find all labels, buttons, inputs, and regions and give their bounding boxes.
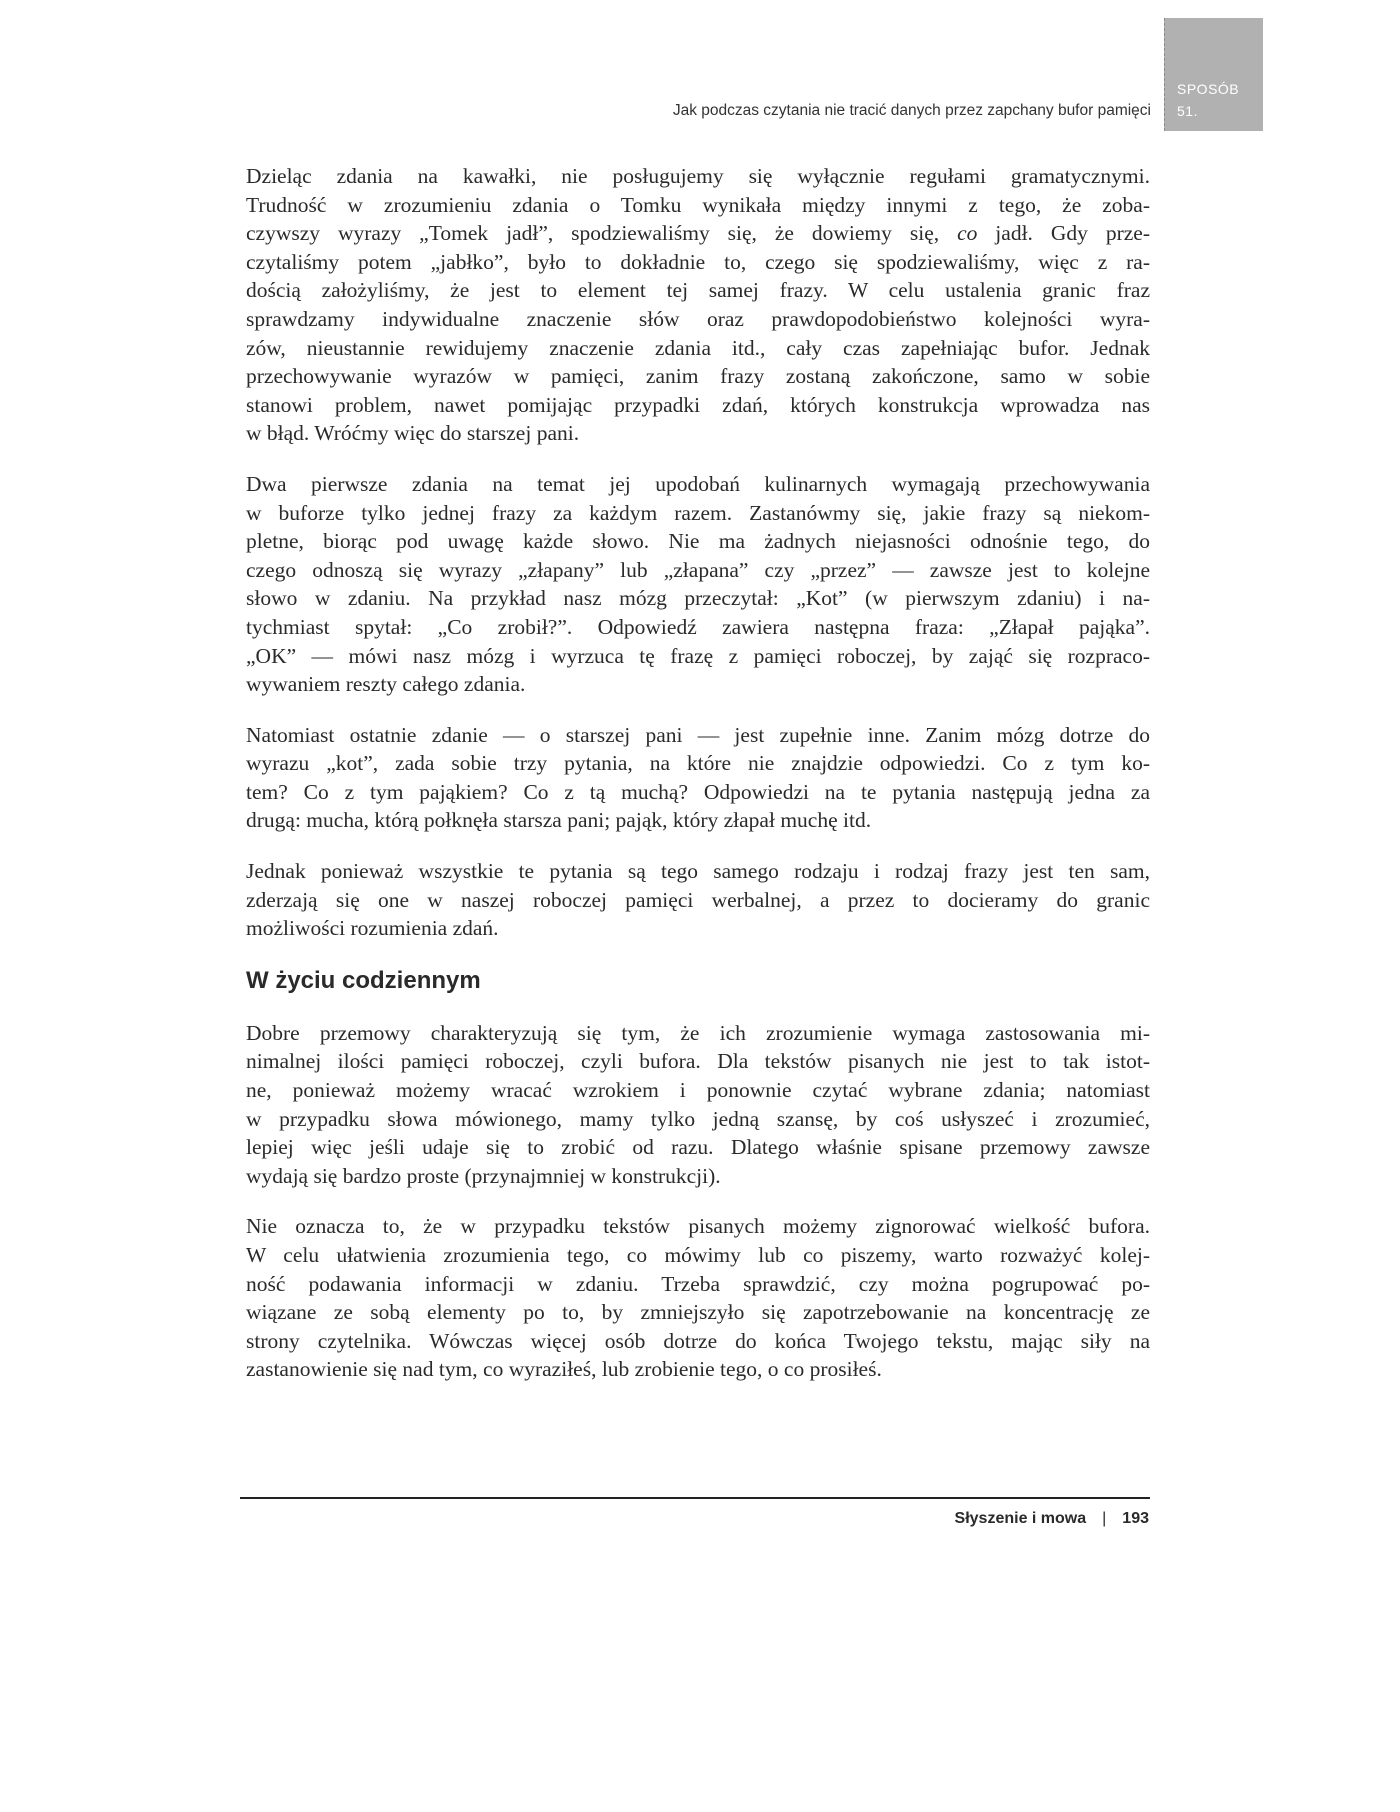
body-section-2 [246, 1019, 1150, 1384]
text-line: tychmiast spytał: „Co zrobił?”. Odpowiedź zawiera następna fraza: „Złapał pająka”. [246, 614, 1150, 639]
text-line: Dwa pierwsze zdania na temat jej upodobań kulinarnych wymagają przechowywania [246, 471, 1150, 496]
text-line: zderzają się one w naszej roboczej pamięci werbalnej, a przez to docieramy do granic [246, 887, 1150, 912]
text-line: nimalnej ilości pamięci roboczej, czyli bufora. Dla tekstów pisanych nie jest to tak istot- [246, 1049, 1150, 1074]
text-line: W celu ułatwienia zrozumienia tego, co mówimy lub co piszemy, warto rozważyć kolej- [246, 1243, 1150, 1267]
page-footer [955, 1510, 1149, 1528]
paragraph [246, 1019, 1150, 1191]
text-line: dością założyliśmy, że jest to element tej samej frazy. W celu ustalenia granic fraz [246, 278, 1150, 303]
page-number: 193 [1122, 1510, 1149, 1527]
text-line: w błąd. Wróćmy więc do starszej pani. [246, 421, 580, 446]
text-line: „OK” — mówi nasz mózg i wyrzuca tę frazę z pamięci roboczej, by zająć się rozpraco- [246, 643, 1150, 668]
paragraph [246, 721, 1150, 835]
running-head: Jak podczas czytania nie tracić danych przez zapchany bufor pamięci [672, 102, 1151, 119]
text-line: słowo w zdaniu. Na przykład nasz mózg przeczytał: „Kot” (w pierwszym zdaniu) i na- [246, 586, 1150, 611]
text-line: tem? Co z tym pająkiem? Co z tą muchą? Odpowiedzi na te pytania następują jedna za [246, 779, 1150, 804]
text-line: w buforze tylko jednej frazy za każdym razem. Zastanówmy się, jakie frazy są niekom- [246, 500, 1150, 525]
text-line: wyrazu „kot”, zada sobie trzy pytania, na które nie znajdzie odpowiedzi. Co z tym ko- [246, 751, 1150, 776]
paragraph [246, 1212, 1150, 1384]
text-line: ność podawania informacji w zdaniu. Trzeba sprawdzić, czy można pogrupować po- [246, 1271, 1150, 1296]
paragraph [246, 162, 1150, 448]
section-heading: W życiu codziennym [246, 966, 481, 994]
text-line: wiązane ze sobą elementy po to, by zmniejszyło się zapotrzebowanie na koncentrację ze [246, 1300, 1150, 1325]
section-tab-label [1177, 78, 1239, 122]
footer-rule [240, 1497, 1150, 1499]
text-line: możliwości rozumienia zdań. [246, 916, 499, 941]
text-line: czywszy wyrazy „Tomek jadł”, spodziewaliśmy się, że dowiemy się, co jadł. Gdy prze- [246, 221, 1150, 246]
text-line: czytaliśmy potem „jabłko”, było to dokładnie to, czego się spodziewaliśmy, więc z ra- [246, 249, 1150, 274]
section-tab-number: 51. [1177, 103, 1198, 119]
text-line: Trudność w zrozumieniu zdania o Tomku wynikała między innymi z tego, że zoba- [246, 192, 1150, 217]
text-line: wywaniem reszty całego zdania. [246, 672, 526, 697]
page-body [246, 162, 1150, 1406]
footer-chapter-title: Słyszenie i mowa [954, 1510, 1087, 1527]
text-line: lepiej więc jeśli udaje się to zrobić od razu. Dlatego właśnie spisane przemowy zawsze [246, 1135, 1150, 1160]
text-line: drugą: mucha, którą połknęła starsza pani; pająk, który złapał muchę itd. [246, 808, 872, 833]
text-line: czego odnoszą się wyrazy „złapany” lub „złapana” czy „przez” — zawsze jest to kolejne [246, 557, 1150, 582]
text-line: wydają się bardzo proste (przynajmniej w konstrukcji). [246, 1163, 721, 1188]
body-section-1 [246, 162, 1150, 943]
footer-separator: | [1102, 1510, 1107, 1527]
paragraph [246, 470, 1150, 699]
text-line: zastanowienie się nad tym, co wyraziłeś, lub zrobienie tego, o co prosiłeś. [246, 1357, 882, 1382]
text-line: Nie oznacza to, że w przypadku tekstów pisanych możemy zignorować wielkość bufora. [246, 1214, 1150, 1239]
text-line: w przypadku słowa mówionego, mamy tylko jedną szansę, by coś usłyszeć i zrozumieć, [246, 1106, 1150, 1131]
text-line: ne, ponieważ możemy wracać wzrokiem i ponownie czytać wybrane zdania; natomiast [246, 1078, 1150, 1103]
text-line: pletne, biorąc pod uwagę każde słowo. Nie ma żadnych niejasności odnośnie tego, do [246, 529, 1150, 554]
text-line: Dobre przemowy charakteryzują się tym, że ich zrozumienie wymaga zastosowania mi- [246, 1020, 1150, 1045]
text-line: zów, nieustannie rewidujemy znaczenie zdania itd., cały czas zapełniając bufor. Jednak [246, 335, 1150, 360]
text-line: przechowywanie wyrazów w pamięci, zanim frazy zostaną zakończone, samo w sobie [246, 364, 1150, 389]
section-tab-title: SPOSÓB [1177, 81, 1240, 97]
section-tab [1164, 18, 1263, 131]
paragraph [246, 857, 1150, 943]
text-line: Jednak ponieważ wszystkie te pytania są tego samego rodzaju i rodzaj frazy jest ten sam, [246, 859, 1150, 884]
text-line: sprawdzamy indywidualne znaczenie słów oraz prawdopodobieństwo kolejności wyra- [246, 306, 1150, 331]
text-line: stanowi problem, nawet pomijając przypadki zdań, których konstrukcja wprowadza nas [246, 392, 1150, 417]
text-line: strony czytelnika. Wówczas więcej osób dotrze do końca Twojego tekstu, mając siły na [246, 1328, 1150, 1353]
text-line: Natomiast ostatnie zdanie — o starszej pani — jest zupełnie inne. Zanim mózg dotrze do [246, 722, 1150, 747]
text-line: Dzieląc zdania na kawałki, nie posługujemy się wyłącznie regułami gramatycznymi. [246, 164, 1150, 188]
